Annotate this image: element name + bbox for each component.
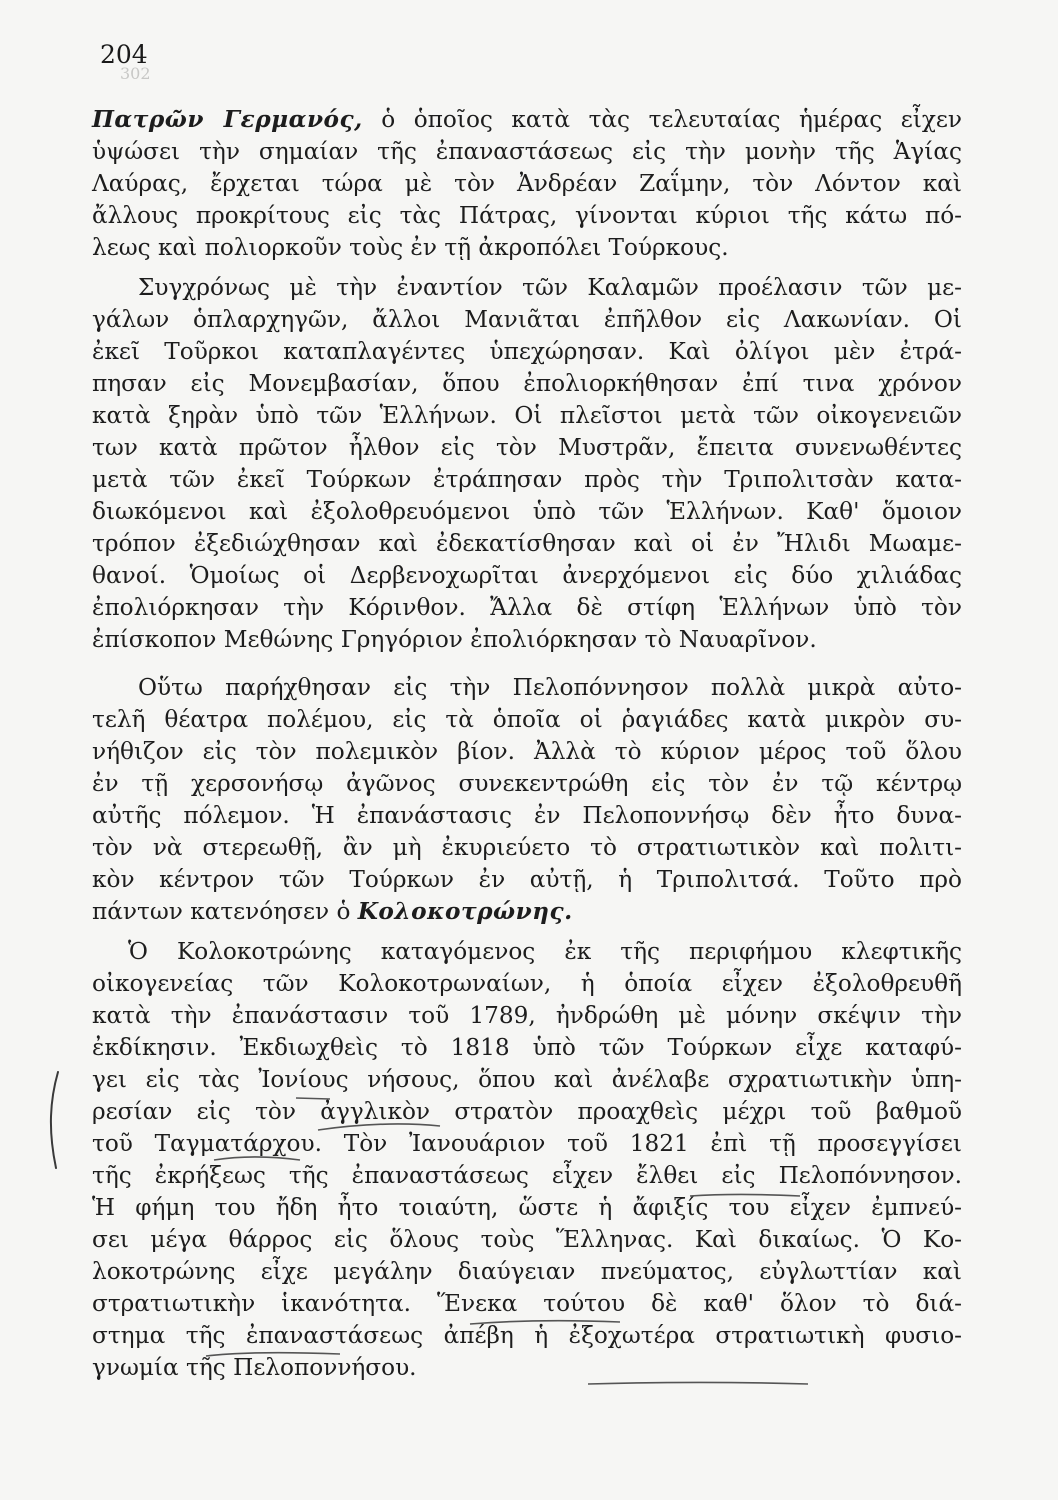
text-line: τοῦ Ταγματάρχου. Τὸν Ἰανουάριον τοῦ 1821 ἐπὶ τῇ προσεγγίσει (92, 1130, 962, 1157)
bleed-through-mark: 302 (120, 64, 151, 83)
text-line: Λαύρας, ἔρχεται τώρα μὲ τὸν Ἀνδρέαν Ζαΐμην, τὸν Λόντον καὶ (92, 170, 962, 197)
text-line: κὸν κέντρον τῶν Τούρκων ἐν αὐτῇ, ἡ Τριπολιτσά. Τοῦτο πρὸ (92, 866, 962, 893)
text-line: πησαν εἰς Μονεμβασίαν, ὅπου ἐπολιορκήθησαν ἐπί τινα χρόνον (92, 370, 962, 397)
text-line: γει εἰς τὰς Ἰονίους νήσους, ὅπου καὶ ἀνέλαβε σχρατιωτικὴν ὑπη- (92, 1066, 962, 1093)
text-line: λοκοτρώνης εἶχε μεγάλην διαύγειαν πνεύματος, εὐγλωττίαν καὶ (92, 1258, 962, 1285)
text-line: ἄλλους προκρίτους εἰς τὰς Πάτρας, γίνονται κύριοι τῆς κάτω πό- (92, 202, 962, 229)
text-line: τὸν νὰ στερεωθῇ, ἂν μὴ ἐκυριεύετο τὸ στρατιωτικὸν καὶ πολιτι- (92, 834, 962, 861)
text-line: Συγχρόνως μὲ τὴν ἐναντίον τῶν Καλαμῶν προέλασιν τῶν με- (138, 274, 962, 301)
emphasized-name: Κολοκοτρώνης. (357, 898, 573, 925)
underline-mark (588, 1383, 808, 1385)
text-line: γνωμία τῆς Πελοποννήσου. (92, 1354, 417, 1381)
text-line: τῆς ἐκρήξεως τῆς ἐπαναστάσεως εἶχεν ἔλθει εἰς Πελοπόννησον. (92, 1162, 962, 1189)
text-line: στημα τῆς ἐπαναστάσεως ἀπέβη ἡ ἐξοχωτέρα στρατιωτικὴ φυσιο- (92, 1322, 962, 1349)
text-line: γάλων ὁπλαρχηγῶν, ἄλλοι Μανιᾶται ἐπῆλθον εἰς Λακωνίαν. Οἱ (92, 306, 962, 333)
text-line: λεως καὶ πολιορκοῦν τοὺς ἐν τῇ ἀκροπόλει Τούρκους. (92, 234, 729, 261)
text-line: ἐκδίκησιν. Ἐκδιωχθεὶς τὸ 1818 ὑπὸ τῶν Τούρκων εἶχε καταφύ- (92, 1034, 962, 1061)
text-line: ἐκεῖ Τοῦρκοι καταπλαγέντες ὑπεχώρησαν. Καὶ ὀλίγοι μὲν ἐτρά- (92, 338, 962, 365)
text-line: των κατὰ πρῶτον ἦλθον εἰς τὸν Μυστρᾶν, ἔπειτα συνενωθέντες (92, 434, 962, 461)
text-line: Ἡ φήμη του ἤδη ἦτο τοιαύτη, ὥστε ἡ ἄφιξίς του εἶχεν ἐμπνεύ- (92, 1194, 962, 1221)
text-line: Πατρῶν Γερμανός, ὁ ὁποῖος κατὰ τὰς τελευταίας ἡμέρας εἶχεν (92, 106, 962, 133)
text-line: διωκόμενοι καὶ ἐξολοθρευόμενοι ὑπὸ τῶν Ἑλλήνων. Καθ' ὅμοιον (92, 498, 962, 525)
text-line: τελῆ θέατρα πολέμου, εἰς τὰ ὁποῖα οἱ ῥαγιάδες κατὰ μικρὸν συ- (92, 706, 962, 733)
emphasized-name: Πατρῶν Γερμανός, (92, 106, 363, 133)
text-line: Ὁ Κολοκοτρώνης καταγόμενος ἐκ τῆς περιφήμου κλεφτικῆς (128, 938, 962, 965)
text-line: οἰκογενείας τῶν Κολοκοτρωναίων, ἡ ὁποία εἶχεν ἐξολοθρευθῆ (92, 970, 962, 997)
text-line: θανοί. Ὁμοίως οἱ Δερβενοχωρῖται ἀνερχόμενοι εἰς δύο χιλιάδας (92, 562, 962, 589)
text-line: ὑψώσει τὴν σημαίαν τῆς ἐπαναστάσεως εἰς τὴν μονὴν τῆς Ἁγίας (92, 138, 962, 165)
text-line: ἐπίσκοπον Μεθώνης Γρηγόριον ἐπολιόρκησαν τὸ Ναυαρῖνον. (92, 626, 817, 653)
text-line: τρόπον ἐξεδιώχθησαν καὶ ἐδεκατίσθησαν καὶ οἱ ἐν Ἤλιδι Μωαμε- (92, 530, 962, 557)
text-line: πάντων κατενόησεν ὁ Κολοκοτρώνης. (92, 898, 573, 925)
text-line: νήθιζον εἰς τὸν πολεμικὸν βίον. Ἀλλὰ τὸ κύριον μέρος τοῦ ὅλου (92, 738, 962, 765)
margin-bracket-mark (51, 1072, 58, 1168)
text-line: ἐπολιόρκησαν τὴν Κόρινθον. Ἄλλα δὲ στίφη Ἑλλήνων ὑπὸ τὸν (92, 594, 962, 621)
text-line: κατὰ τὴν ἐπανάστασιν τοῦ 1789, ἠνδρώθη μὲ μόνην σκέψιν τὴν (92, 1002, 962, 1029)
text-line: Οὕτω παρήχθησαν εἰς τὴν Πελοπόννησον πολλὰ μικρὰ αὐτο- (138, 674, 962, 701)
text-line: μετὰ τῶν ἐκεῖ Τούρκων ἐτράπησαν πρὸς τὴν Τριπολιτσὰν κατα- (92, 466, 962, 493)
text-line: ἐν τῇ χερσονήσῳ ἀγῶνος συνεκεντρώθη εἰς τὸν ἐν τῷ κέντρῳ (92, 770, 962, 797)
text-line: σει μέγα θάρρος εἰς ὅλους τοὺς Ἕλληνας. Καὶ δικαίως. Ὁ Κο- (92, 1226, 962, 1253)
text-line: στρατιωτικὴν ἱκανότητα. Ἕνεκα τούτου δὲ καθ' ὅλον τὸ διά- (92, 1290, 962, 1317)
text-line: κατὰ ξηρὰν ὑπὸ τῶν Ἑλλήνων. Οἱ πλεῖστοι μετὰ τῶν οἰκογενειῶν (92, 402, 962, 429)
text-line: ρεσίαν εἰς τὸν ἀγγλικὸν στρατὸν προαχθεὶς μέχρι τοῦ βαθμοῦ (92, 1098, 962, 1125)
page-number: 204 (100, 40, 148, 69)
text-line: αὐτῆς πόλεμον. Ἡ ἐπανάστασις ἐν Πελοποννήσῳ δὲν ἦτο δυνα- (92, 802, 962, 829)
